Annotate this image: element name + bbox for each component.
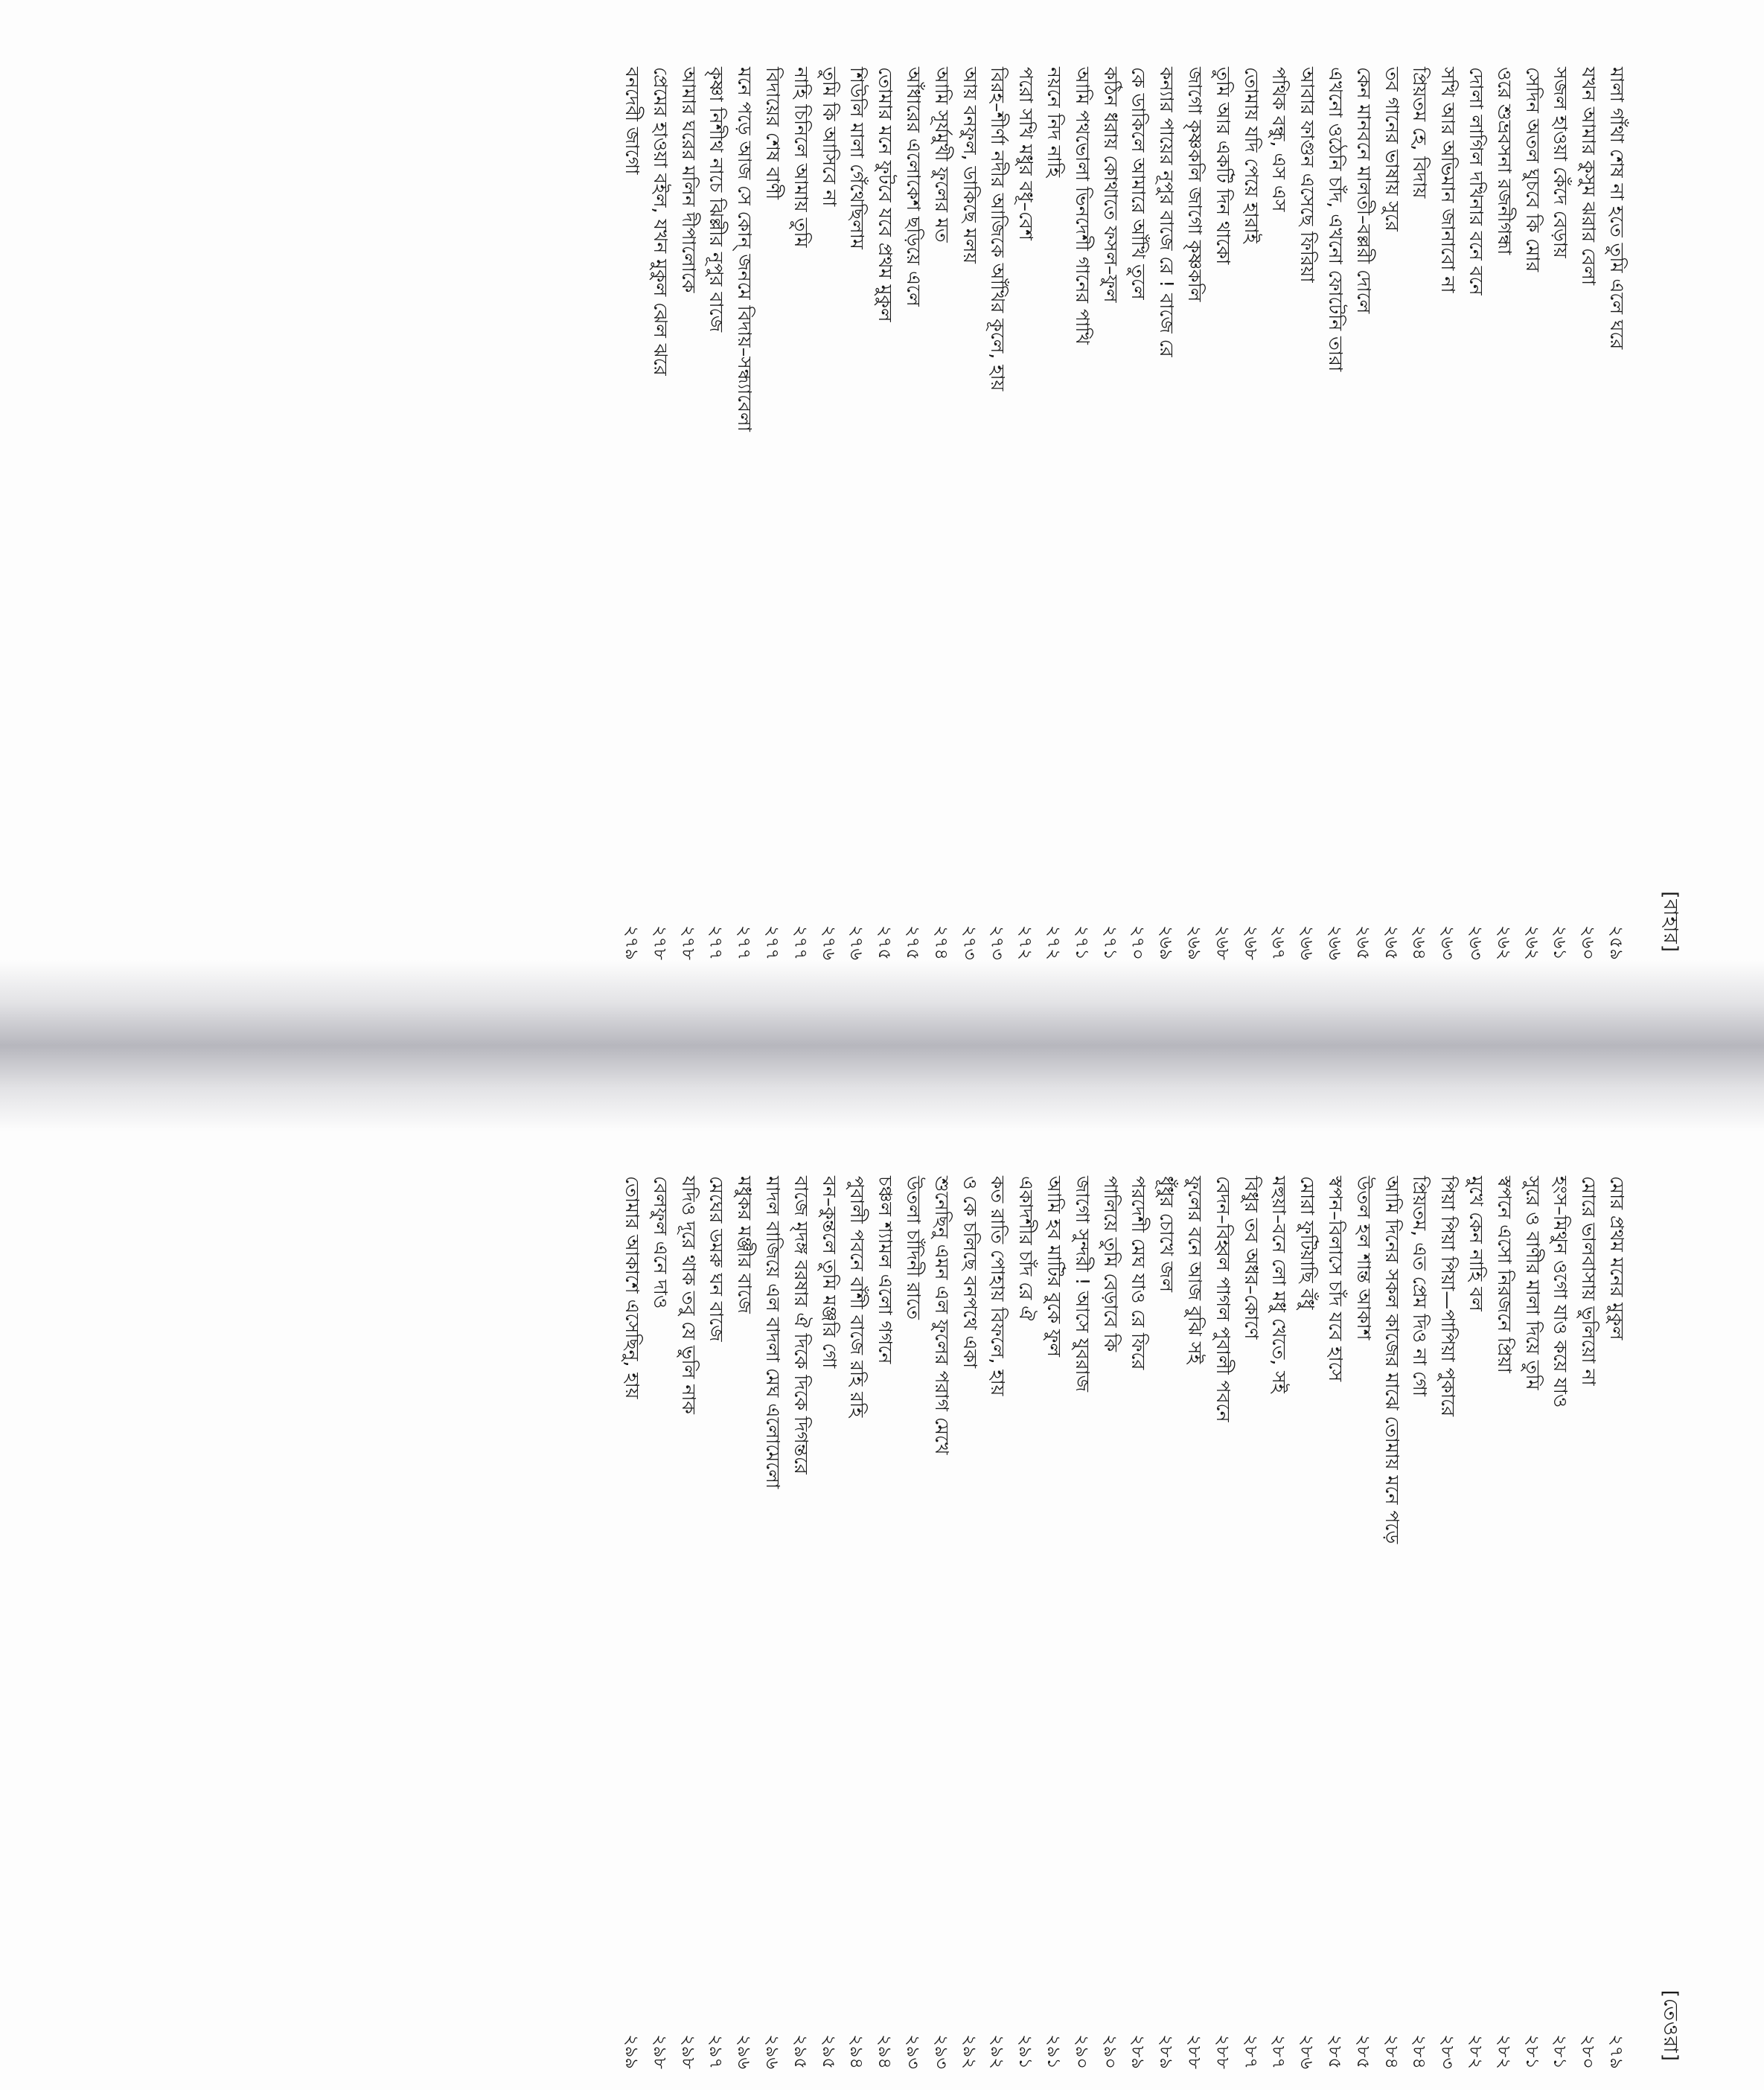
song-title: মাদল বাজিয়ে এল বাদলা মেঘ এলোমেলো xyxy=(762,1176,784,1489)
song-title: মুখে কেন নাহি বল xyxy=(1466,1176,1488,1311)
page-number: ২৭৪ xyxy=(930,925,952,960)
song-title: আমার ঘরের মলিন দীপালোকে xyxy=(677,67,700,293)
page-number: ২৯৮ xyxy=(677,2034,699,2069)
song-title: একাদশীর চাঁদ রে ঐ xyxy=(1015,1176,1038,1321)
page-number: ২৮৪ xyxy=(1381,2034,1402,2069)
top-page-heading: [বাহার] xyxy=(1659,891,1681,953)
page-number: ২৫৯ xyxy=(1606,925,1627,960)
song-title: পথিক বন্ধু, এস এস xyxy=(1268,67,1291,212)
page-number: ২৭৫ xyxy=(903,925,924,960)
page-number: ২৬৮ xyxy=(1240,925,1262,960)
song-title: সুরে ও বাণীর মালা দিয়ে তুমি xyxy=(1521,1176,1544,1390)
song-title: বিরহ–শীর্ণা নদীর আজিকে আঁখির কূলে, হায় xyxy=(987,67,1009,392)
song-title: তব গানের ভাষায় সুরে xyxy=(1381,67,1403,231)
song-entry xyxy=(898,1176,927,2090)
page-number: ২৬১ xyxy=(1550,925,1571,960)
song-title: পরদেশী মেঘ যাও রে ফিরে xyxy=(1128,1176,1150,1370)
song-title: মনে পড়ে আজ সে কোন্ জনমে বিদায়–সন্ধ্যাবেলা xyxy=(734,67,756,432)
page-number: ২৯৭ xyxy=(706,2034,727,2069)
page-number: ২৯৪ xyxy=(875,2034,896,2069)
page-number: ২৮৮ xyxy=(1212,2034,1233,2069)
page-number: ২৭৩ xyxy=(959,925,980,960)
page-number: ২৭১ xyxy=(1099,925,1121,960)
page-number: ২৬৯ xyxy=(1156,925,1177,960)
song-entry xyxy=(1433,1176,1461,2090)
page-number: ২৮৯ xyxy=(1128,2034,1149,2069)
song-entry xyxy=(1236,1176,1265,2090)
song-title: এখনো ওঠেনি চাঁদ, এখনো ফোটেনি তারা xyxy=(1325,67,1347,372)
page-number: ২৯৯ xyxy=(621,2034,643,2069)
song-title: মোর প্রথম মনের মুকুল xyxy=(1606,1176,1628,1340)
song-entry xyxy=(786,1176,814,2090)
page-number: ২৭৮ xyxy=(649,925,671,960)
song-title: বিদায়ের শেষ বাণী xyxy=(762,67,784,200)
song-title: ধূঁধুর চোখে জল xyxy=(1156,1176,1178,1293)
page-number: ২৬২ xyxy=(1521,925,1543,960)
song-title: সখি আর অভিমান জানাবো না xyxy=(1437,67,1460,293)
song-title: বিধুর তব অধর–কোণে xyxy=(1240,1176,1262,1340)
page-number: ২৬৩ xyxy=(1437,925,1459,960)
song-entry xyxy=(1067,1176,1096,2090)
page-number: ২৭৭ xyxy=(734,925,755,960)
page-number: ২৮৯ xyxy=(1156,2034,1177,2069)
page-number: ২৮২ xyxy=(1466,2034,1487,2069)
bottom-page-content xyxy=(621,1146,1764,2090)
song-entry xyxy=(1039,1176,1067,2090)
song-entry xyxy=(870,1176,898,2090)
song-title: আয় বনফুল, ডাকিছে মলয় xyxy=(959,67,981,264)
song-title: স্বপনে এসো নিরজনে প্রিয়া xyxy=(1493,1176,1515,1373)
song-title: মোরা ফুটিয়াছি বঁধু xyxy=(1297,1176,1319,1310)
song-title: বন–কুন্তলে তুমি মঞ্জরি গো xyxy=(818,1176,840,1369)
page-number: ২৯৬ xyxy=(734,2034,755,2069)
song-title: কেন মানবনে মালতী–বল্লরী দোলে xyxy=(1352,67,1375,314)
page-number: ২৮৭ xyxy=(1240,2034,1262,2069)
song-title: আমি হব মাটির বুকে ফুল xyxy=(1044,1176,1066,1358)
song-entry xyxy=(843,67,871,982)
page-number: ২৭২ xyxy=(1044,925,1065,960)
song-title: আমি দিনের সকল কাজের মাঝে তোমায় মনে পড়ে xyxy=(1381,1176,1403,1544)
page-number: ২৯১ xyxy=(1015,2034,1037,2069)
page-number: ২৬৫ xyxy=(1381,925,1402,960)
song-title: শুনেছিনু এমন এল ফুলের পরাগ মেখে xyxy=(930,1176,953,1455)
song-entry xyxy=(674,67,702,982)
song-title: মালা গাঁথা শেষ না হতে তুমি এলে ঘরে xyxy=(1606,67,1628,350)
song-entry xyxy=(786,67,814,982)
song-title: বেলফুল এনে দাও xyxy=(649,1176,671,1309)
page-number: ২৭৩ xyxy=(987,925,1009,960)
song-entry xyxy=(758,1176,786,2090)
song-entry xyxy=(645,67,674,982)
song-title: জাগো কৃষ্ণকলি জাগো কৃষ্ণকলি xyxy=(1184,67,1207,302)
song-title: পালিয়ে তুমি বেড়াবে কি xyxy=(1099,1176,1122,1352)
page-number: ২৮৮ xyxy=(1184,2034,1206,2069)
song-entry xyxy=(1489,1176,1518,2090)
page-number: ২৬৪ xyxy=(1409,925,1431,960)
song-entry xyxy=(758,67,786,982)
page-number: ২৭৭ xyxy=(790,925,811,960)
song-entry xyxy=(645,1176,674,2090)
song-entry xyxy=(1518,1176,1546,2090)
song-title: সেদিন অতল ঘুচবে কি মোর xyxy=(1521,67,1544,272)
page-number: ২৭৮ xyxy=(677,925,699,960)
page-number: ২৬৭ xyxy=(1268,925,1290,960)
song-entry xyxy=(702,67,730,982)
page-number: ২৮৬ xyxy=(1297,2034,1318,2069)
song-title: যখন আমার কুসুম ঝরার বেলা xyxy=(1578,67,1600,286)
song-entry xyxy=(1180,1176,1208,2090)
song-title: বেদন–বিহ্বল পাগল পুবালী পবনে xyxy=(1212,1176,1234,1422)
song-title: মেঘের ডমরু ঘন বাজে xyxy=(706,1176,728,1342)
page-number: ২৬৩ xyxy=(1466,925,1487,960)
song-title: বাজে মৃদঙ্গ বরষার ঐ দিকে দিকে দিগন্তরে xyxy=(790,1176,812,1474)
page-number: ২৭৭ xyxy=(706,925,727,960)
song-title: তুমি আর একটি দিন থাকো xyxy=(1212,67,1234,265)
song-entry xyxy=(674,1176,702,2090)
page-number: ২৬৬ xyxy=(1325,925,1346,960)
song-entry xyxy=(1124,1176,1152,2090)
page-number: ২৭১ xyxy=(1071,925,1093,960)
song-title: আমি পথভোলা ভিনদেশী গানের পাখি xyxy=(1071,67,1093,345)
song-title: কৃষ্ণা নিশীথ নাচে ঝিল্লীর নূপুর বাজে xyxy=(706,67,728,333)
page-number: ২৭৭ xyxy=(762,925,784,960)
song-entry xyxy=(1011,1176,1039,2090)
song-entry xyxy=(1096,1176,1124,2090)
song-entry xyxy=(1546,1176,1574,2090)
song-title: ও কে চলিছে বনপথে একা xyxy=(959,1176,981,1369)
page-number: ২৯০ xyxy=(1099,2034,1121,2069)
page-number: ২৯৬ xyxy=(762,2034,784,2069)
song-title: স্বপন–বিলাসে চাঁদ যবে হাসে xyxy=(1325,1176,1347,1382)
song-entry xyxy=(1377,1176,1405,2090)
song-title: আমি সূর্যমুখী ফুলের মত xyxy=(930,67,953,243)
page-number: ২৭৯ xyxy=(621,925,643,960)
song-entry xyxy=(1292,1176,1320,2090)
song-entry xyxy=(1320,1176,1349,2090)
page-number: ২৯২ xyxy=(987,2034,1009,2069)
song-title: নাহি চিনিলে আমায় তুমি xyxy=(790,67,812,248)
bottom-page-heading: [তেওরা] xyxy=(1659,1990,1681,2062)
song-entry xyxy=(1208,1176,1236,2090)
page-number: ২৯৮ xyxy=(649,2034,671,2069)
page-number: ২৭২ xyxy=(1015,925,1037,960)
page-number: ২৬০ xyxy=(1578,925,1600,960)
song-title: মোরে ভালবাসায় ভুলিয়ো না xyxy=(1578,1176,1600,1386)
page-number: ২৮৭ xyxy=(1268,2034,1290,2069)
song-entry xyxy=(814,67,843,982)
song-entry xyxy=(617,67,645,982)
song-entry xyxy=(1265,1176,1293,2090)
page-number: ২৯২ xyxy=(959,2034,980,2069)
page-number: ২৮২ xyxy=(1493,2034,1515,2069)
song-title: মহুয়া–বনে লো মধু খেতে, সই xyxy=(1268,1176,1291,1393)
page-number: ২৬২ xyxy=(1493,925,1515,960)
song-title: তোমার আকাশে এসেছিনু, হায় xyxy=(621,1176,644,1399)
song-title: আবার ফাগুন এসেছে ফিরিয়া xyxy=(1297,67,1319,283)
page-number: ২৮০ xyxy=(1578,2034,1600,2069)
song-title: কে ডাকিলে আমারে আঁখি তুলে xyxy=(1128,67,1150,300)
song-title: কঠিন ধরায় কোথাতে ফসল–ফুল xyxy=(1099,67,1122,303)
song-entry xyxy=(617,1176,645,2090)
song-title: যদিও দূরে থাক তবু যে ভুলি নাক xyxy=(677,1176,700,1414)
page-number: ২৮৪ xyxy=(1409,2034,1431,2069)
song-title: পরো সখি মধুর বধূ–বেশ xyxy=(1015,67,1038,240)
page-number: ২৮৫ xyxy=(1325,2034,1346,2069)
bottom-page-song-list xyxy=(617,1176,1630,2090)
song-title: কত রাতি পোহায় বিফলে, হায় xyxy=(987,1176,1009,1396)
page-number: ২৬৮ xyxy=(1212,925,1233,960)
song-entry xyxy=(927,1176,955,2090)
page-number: ২৮১ xyxy=(1521,2034,1543,2069)
song-title: প্রিয়তম হে, বিদায় xyxy=(1409,67,1431,199)
page-number: ২৯০ xyxy=(1071,2034,1093,2069)
page-number: ২৯৩ xyxy=(903,2034,924,2069)
song-title: চঞ্চল শ্যামল এলো গগনে xyxy=(875,1176,897,1364)
song-entry xyxy=(730,67,758,982)
song-entry xyxy=(1405,1176,1434,2090)
song-entry xyxy=(1573,1176,1602,2090)
page-number: ২৭৬ xyxy=(846,925,868,960)
page-number: ২৬৯ xyxy=(1184,925,1206,960)
page-number: ২৭৫ xyxy=(875,925,896,960)
song-title: জাগো সুন্দরী ! আসে যুবরাজ xyxy=(1071,1176,1093,1392)
page-number: ২৭৯ xyxy=(1606,2034,1627,2069)
song-title: আঁধারের এলোকেশ ছড়িয়ে এলে xyxy=(903,67,925,307)
page-number: ২৬৫ xyxy=(1352,925,1374,960)
song-entry xyxy=(1151,1176,1180,2090)
song-title: ওরে শুভ্রবসনা রজনীগন্ধা xyxy=(1493,67,1515,255)
song-title: উতলা চাঁদিনী রাতে xyxy=(903,1176,925,1320)
song-title: তোমায় যদি পেয়ে হারাই xyxy=(1240,67,1262,243)
song-title: পিয়া পিয়া পিয়া—পাপিয়া পুকারে xyxy=(1437,1176,1460,1416)
song-title: কন্যার পায়ের নূপুর বাজে রে ! বাজে রে xyxy=(1156,67,1178,357)
page-number: ২৮৫ xyxy=(1352,2034,1374,2069)
page-number: ২৯৩ xyxy=(930,2034,952,2069)
song-title: সজল হাওয়া কেঁদে বেড়ায় xyxy=(1550,67,1572,258)
song-title: মধুকর মঞ্জীর বাজে xyxy=(734,1176,756,1314)
page-number: ২৯৪ xyxy=(846,2034,868,2069)
page-number: ২৯৫ xyxy=(818,2034,840,2069)
song-entry xyxy=(730,1176,758,2090)
song-title: শিউলি মালা গেঁথেছিলাম xyxy=(846,67,869,249)
song-title: তুমি কি আসিবে না xyxy=(818,67,840,207)
song-entry xyxy=(843,1176,871,2090)
song-entry xyxy=(702,1176,730,2090)
page-number: ২৮১ xyxy=(1550,2034,1571,2069)
song-title: প্রেমের হাওয়া বইল, যখন মুকুল ঝেল ঝরে xyxy=(649,67,671,376)
song-entry xyxy=(1349,1176,1377,2090)
page-number: ২৭০ xyxy=(1128,925,1149,960)
page-number: ২৭৬ xyxy=(818,925,840,960)
song-title: দোলা লাগিল দখিনার বনে বনে xyxy=(1466,67,1488,295)
song-entry xyxy=(955,1176,983,2090)
song-title: নয়নে নিদ নাহি xyxy=(1044,67,1066,178)
song-title: ফুলের বনে আজ বুঝি সই xyxy=(1184,1176,1207,1364)
page-number: ২৬৬ xyxy=(1297,925,1318,960)
song-entry xyxy=(1602,1176,1630,2090)
song-title: প্রিয়তম, এত প্রেম দিও না গো xyxy=(1409,1176,1431,1396)
page-number: ২৯১ xyxy=(1044,2034,1065,2069)
song-title: উতল হল শান্ত আকাশ xyxy=(1352,1176,1375,1340)
song-title: হংস–মিথুন ওগো যাও কয়ে যাও xyxy=(1550,1176,1572,1408)
song-entry xyxy=(1461,1176,1489,2090)
song-title: পুবালী পবনে বাঁশী বাজে রহি রহি xyxy=(846,1176,869,1418)
page-number: ২৮৩ xyxy=(1437,2034,1459,2069)
song-entry xyxy=(983,1176,1012,2090)
song-title: বনদেবী জাগো xyxy=(621,67,644,175)
page-number: ২৯৫ xyxy=(790,2034,811,2069)
song-title: তোমার মনে ফুটবে যবে প্রথম মুকুল xyxy=(875,67,897,322)
song-entry xyxy=(814,1176,843,2090)
